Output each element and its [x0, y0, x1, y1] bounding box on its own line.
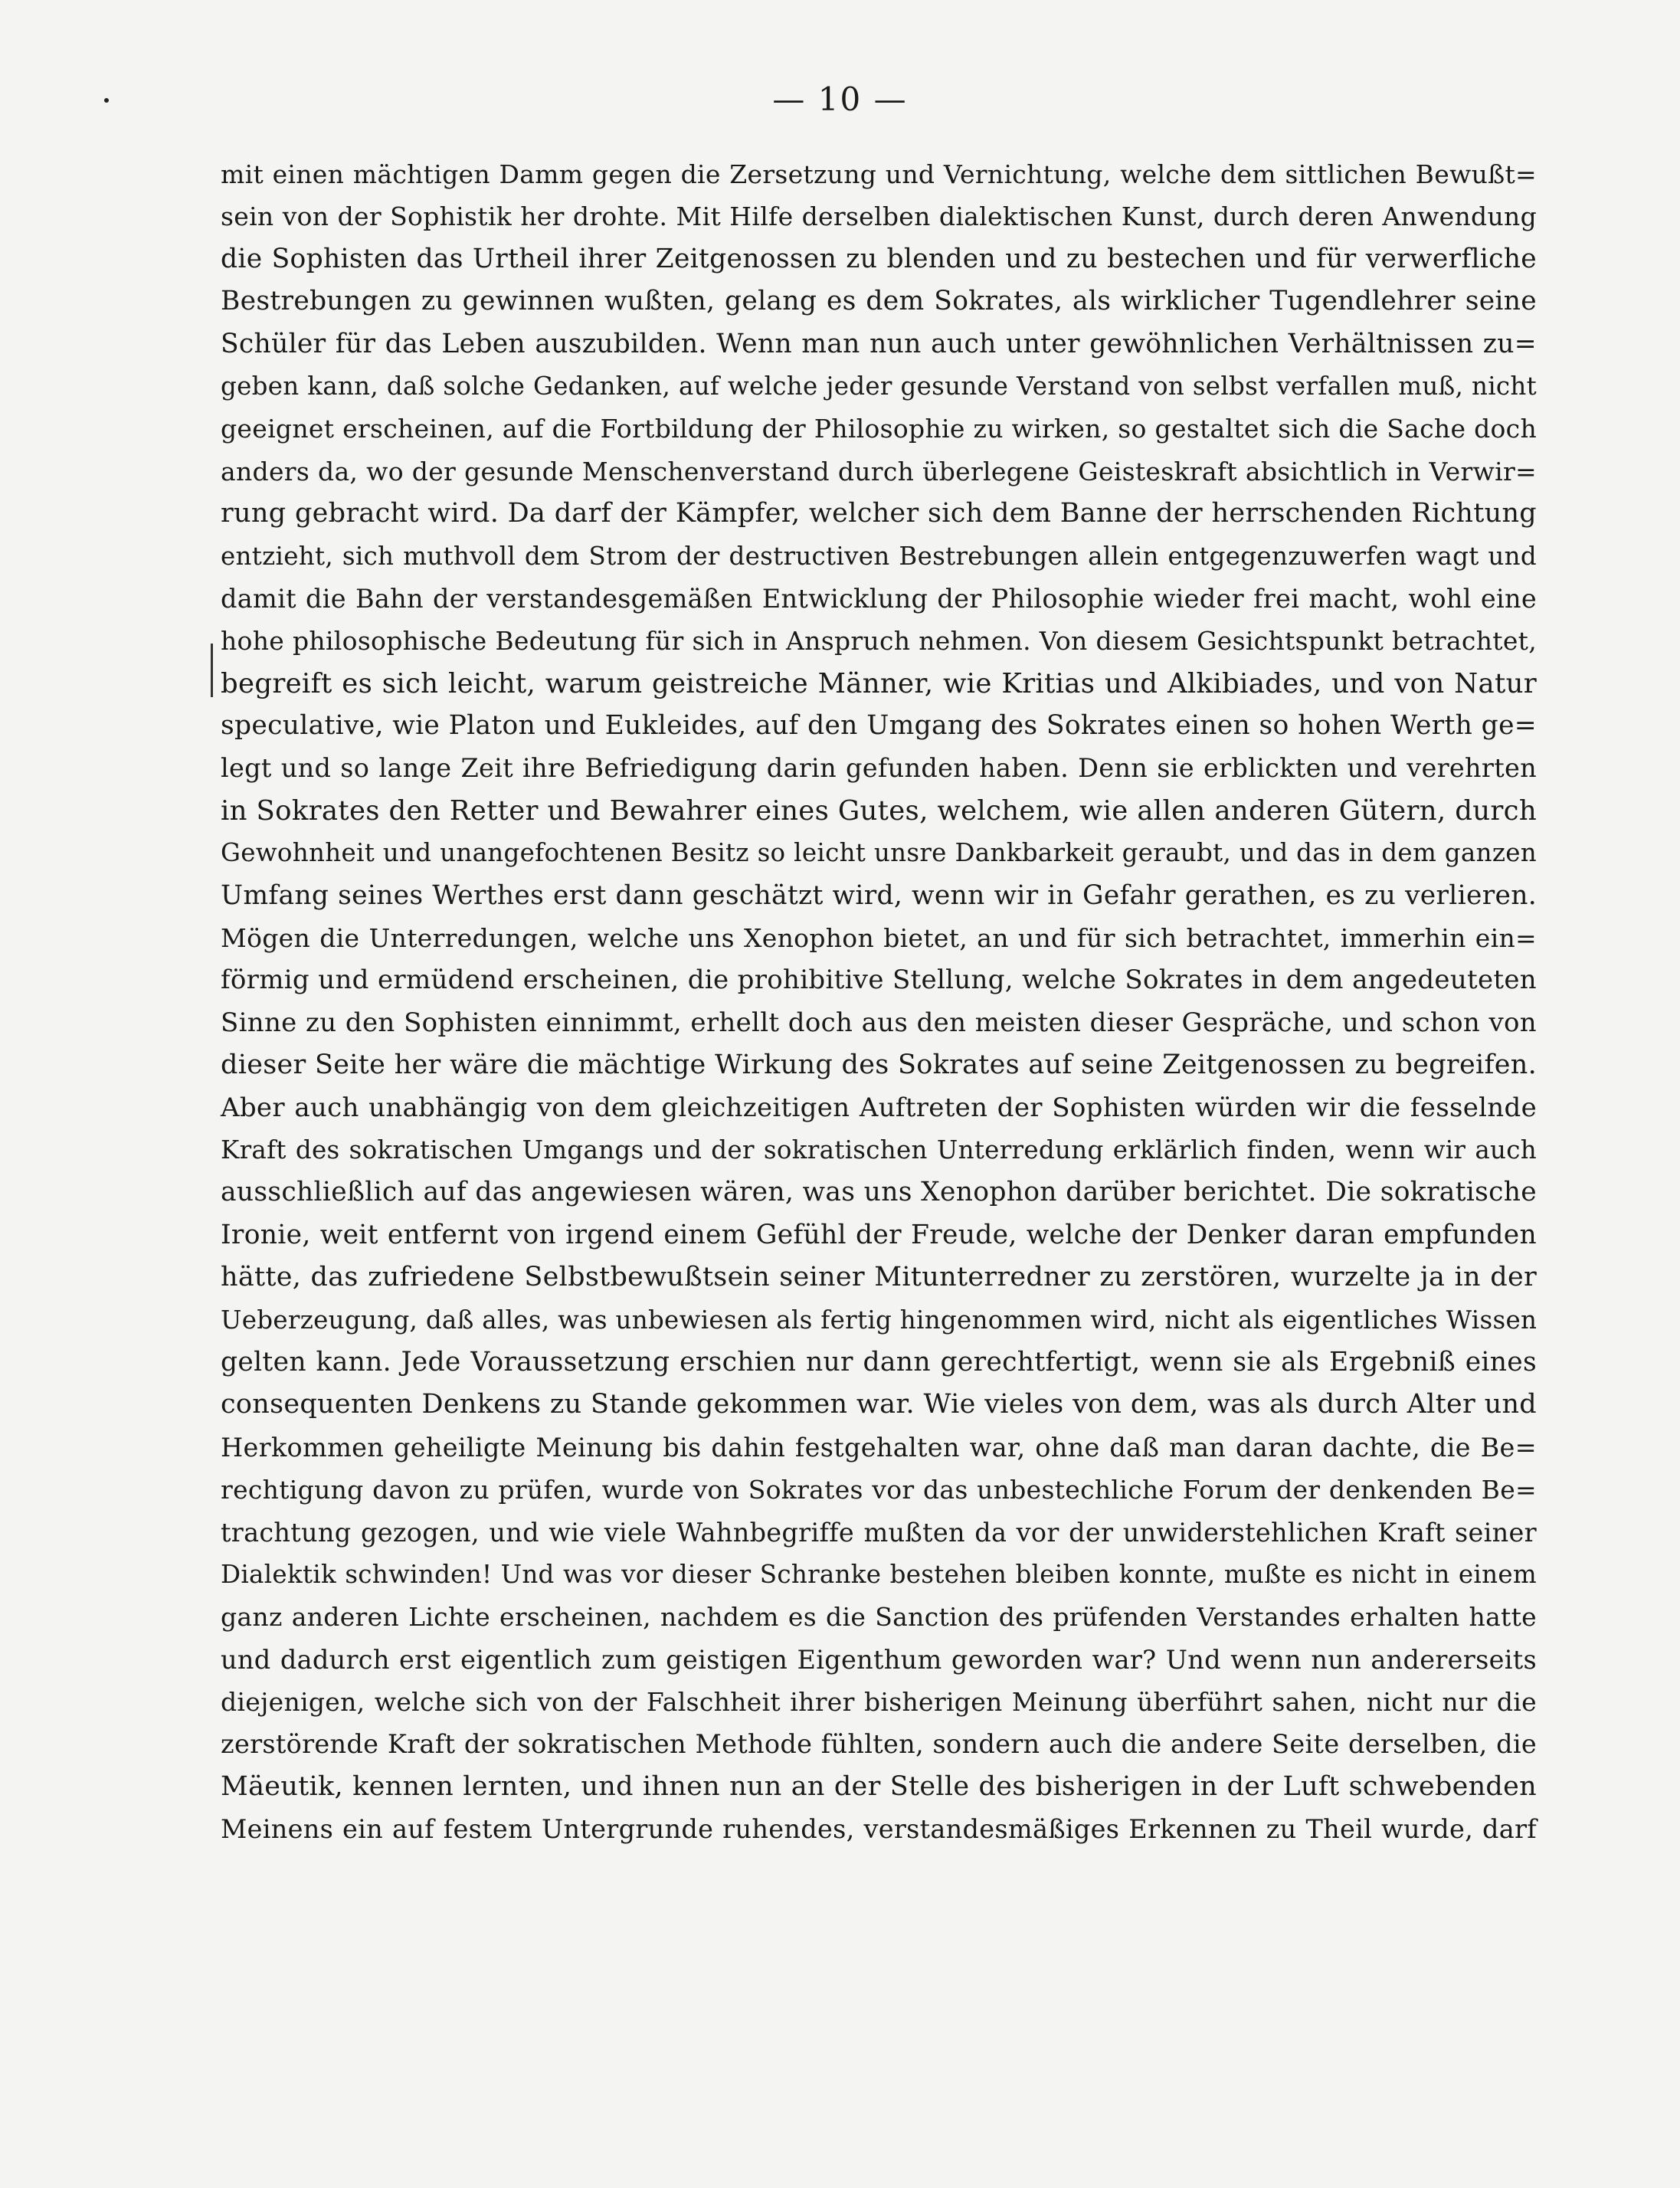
- text-line: und dadurch erst eigentlich zum geistigen Eigenthum geworden war? Und wenn nun andererseits: [221, 1644, 1537, 1675]
- text-line: dieser Seite her wäre die mächtige Wirkung des Sokrates auf seine Zeitgenossen zu begreifen.: [221, 1050, 1537, 1081]
- text-line: gelten kann. Jede Voraussetzung erschien nur dann gerechtfertigt, wenn sie als Ergebniß eines: [221, 1346, 1537, 1377]
- body-text: [221, 153, 1537, 1851]
- text-line: geeignet erscheinen, auf die Fortbildung der Philosophie zu wirken, so gestaltet sich die Sache doch: [221, 414, 1537, 444]
- text-line: Gewohnheit und unangefochtenen Besitz so leicht unsre Dankbarkeit geraubt, und das in dem ganzen: [221, 838, 1537, 868]
- text-line: speculative, wie Platon und Eukleides, auf den Umgang des Sokrates einen so hohen Werth ge=: [221, 710, 1537, 742]
- text-line: die Sophisten das Urtheil ihrer Zeitgenossen zu blenden und zu bestechen und für verwerfliche: [221, 243, 1537, 274]
- text-line: anders da, wo der gesunde Menschenverstand durch überlegene Geisteskraft absichtlich in Verwir=: [221, 456, 1537, 486]
- text-line: legt und so lange Zeit ihre Befriedigung darin gefunden haben. Denn sie erblickten und verehrten: [221, 753, 1537, 784]
- text-line: hohe philosophische Bedeutung für sich in Anspruch nehmen. Von diesem Gesichtspunkt betrachtet,: [221, 626, 1537, 657]
- text-line: Umfang seines Werthes erst dann geschätzt wird, wenn wir in Gefahr gerathen, es zu verlieren.: [221, 879, 1537, 911]
- text-line: Kraft des sokratischen Umgangs und der sokratischen Unterredung erklärlich finden, wenn wir auch: [221, 1135, 1537, 1164]
- text-line: Aber auch unabhängig von dem gleichzeitigen Auftreten der Sophisten würden wir die fesselnde: [221, 1092, 1537, 1123]
- text-line: damit die Bahn der verstandesgemäßen Entwicklung der Philosophie wieder frei macht, wohl eine: [221, 583, 1537, 614]
- margin-mark: [211, 644, 213, 697]
- text-line: rechtigung davon zu prüfen, wurde von Sokrates vor das unbestechliche Forum der denkenden Be=: [221, 1475, 1537, 1505]
- text-line: Mäeutik, kennen lernten, und ihnen nun an der Stelle des bisherigen in der Luft schwebenden: [221, 1770, 1537, 1802]
- text-line: zerstörende Kraft der sokratischen Methode fühlten, sondern auch die andere Seite derselben, die: [221, 1729, 1537, 1760]
- text-line: ganz anderen Lichte erscheinen, nachdem es die Sanction des prüfenden Verstandes erhalten hatte: [221, 1602, 1537, 1633]
- text-line: Herkommen geheiligte Meinung bis dahin festgehalten war, ohne daß man daran dachte, die Be=: [221, 1432, 1537, 1462]
- text-line: trachtung gezogen, und wie viele Wahnbegriffe mußten da vor der unwiderstehlichen Kraft seiner: [221, 1517, 1537, 1548]
- text-line: consequenten Denkens zu Stande gekommen war. Wie vieles von dem, was als durch Alter und: [221, 1389, 1537, 1420]
- text-line: Meinens ein auf festem Untergrunde ruhendes, verstandesmäßiges Erkennen zu Theil wurde, darf: [221, 1814, 1537, 1845]
- text-line: in Sokrates den Retter und Bewahrer eines Gutes, welchem, wie allen anderen Gütern, durch: [221, 794, 1537, 827]
- text-line: Schüler für das Leben auszubilden. Wenn man nun auch unter gewöhnlichen Verhältnissen zu=: [221, 328, 1537, 359]
- text-line: begreift es sich leicht, warum geistreiche Männer, wie Kritias und Alkibiades, und von Natur: [221, 667, 1537, 699]
- text-line: entzieht, sich muthvoll dem Strom der destructiven Bestrebungen allein entgegenzuwerfen wagt und: [221, 541, 1537, 571]
- page-number: — 10 —: [772, 80, 908, 118]
- text-line: Sinne zu den Sophisten einnimmt, erhellt doch aus den meisten dieser Gespräche, und schon von: [221, 1007, 1537, 1038]
- text-line: Ueberzeugung, daß alles, was unbewiesen als fertig hingenommen wird, nicht als eigentliches Wissen: [221, 1305, 1538, 1335]
- text-line: Mögen die Unterredungen, welche uns Xenophon bietet, an und für sich betrachtet, immerhin ein=: [221, 923, 1537, 954]
- text-line: sein von der Sophistik her drohte. Mit Hilfe derselben dialektischen Kunst, durch deren Anwendung: [221, 201, 1537, 232]
- text-line: förmig und ermüdend erscheinen, die prohibitive Stellung, welche Sokrates in dem angedeuteten: [221, 965, 1537, 996]
- text-line: Dialektik schwinden! Und was vor dieser Schranke bestehen bleiben konnte, mußte es nicht in einem: [221, 1559, 1537, 1589]
- text-line: Bestrebungen zu gewinnen wußten, gelang es dem Sokrates, als wirklicher Tugendlehrer seine: [221, 286, 1537, 317]
- text-line: mit einen mächtigen Damm gegen die Zersetzung und Vernichtung, welche dem sittlichen Bewußt=: [221, 159, 1537, 189]
- text-line: diejenigen, welche sich von der Falschheit ihrer bisherigen Meinung überführt sahen, nicht nur die: [221, 1687, 1537, 1718]
- text-line: rung gebracht wird. Da darf der Kämpfer, welcher sich dem Banne der herrschenden Richtung: [221, 498, 1537, 529]
- text-line: Ironie, weit entfernt von irgend einem Gefühl der Freude, welche der Denker daran empfunden: [221, 1219, 1537, 1250]
- text-line: hätte, das zufriedene Selbstbewußtsein seiner Mitunterredner zu zerstören, wurzelte ja in der: [221, 1262, 1537, 1293]
- text-line: ausschließlich auf das angewiesen wären, was uns Xenophon darüber berichtet. Die sokratische: [221, 1177, 1537, 1208]
- text-line: geben kann, daß solche Gedanken, auf welche jeder gesunde Verstand von selbst verfallen muß, nicht: [221, 371, 1537, 401]
